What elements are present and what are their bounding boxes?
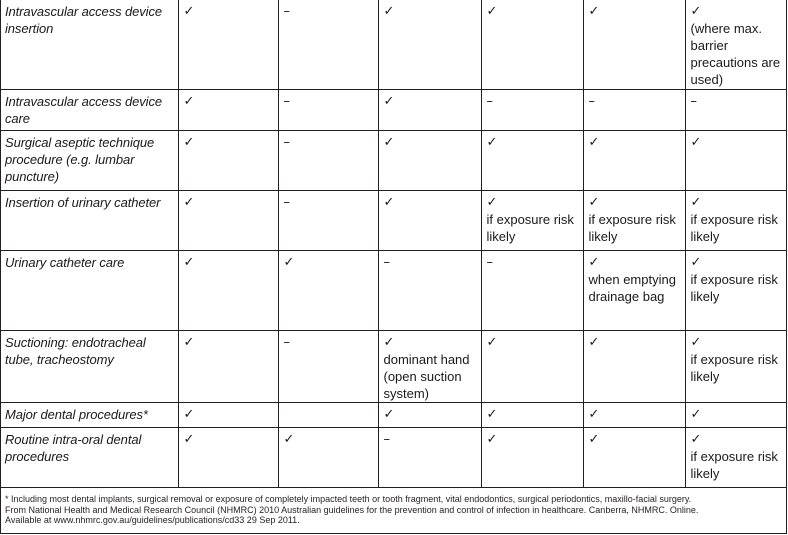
requirement-cell (481, 0, 583, 90)
dash-mark: – (486, 255, 493, 270)
dash-mark: – (283, 195, 290, 210)
requirement-cell (278, 0, 378, 90)
requirement-cell (178, 90, 278, 131)
dash-mark: – (283, 4, 290, 19)
procedure-cell: Intravascular access device care (0, 90, 178, 131)
requirement-cell (278, 331, 378, 403)
dash-mark: – (283, 94, 290, 109)
table-row (0, 403, 787, 428)
dash-mark: – (383, 432, 390, 447)
check-mark: ✓ (690, 135, 702, 150)
check-mark: ✓ (183, 432, 195, 447)
check-mark: ✓ (283, 432, 295, 447)
requirement-cell (481, 131, 583, 191)
requirement-cell (685, 131, 787, 191)
requirement-cell (481, 251, 583, 331)
procedure-cell: Major dental procedures* (0, 403, 178, 428)
requirement-cell (481, 191, 583, 251)
check-mark: ✓ (183, 94, 195, 109)
table-row (0, 251, 787, 331)
requirement-cell (278, 403, 378, 428)
check-mark: ✓ (383, 94, 395, 109)
check-mark: ✓ (486, 195, 498, 210)
dash-mark: – (283, 135, 290, 150)
check-mark: ✓ (486, 335, 498, 350)
condition-note: dominant hand (open suction system) (383, 352, 470, 401)
requirement-cell (178, 191, 278, 251)
condition-note: if exposure risk likely (690, 212, 778, 244)
table-row (0, 0, 787, 90)
table-footnote (5, 494, 781, 526)
dash-mark: – (486, 94, 493, 109)
footnote-asterisk-line: * Including most dental implants, surgical removal or exposure of completely impacted teeth or tooth fragment, vital endodontics, surgical periodontics, maxillo-facial surgery. (5, 494, 692, 504)
check-mark: ✓ (183, 335, 195, 350)
check-mark: ✓ (183, 255, 195, 270)
check-mark: ✓ (588, 4, 600, 19)
check-mark: ✓ (588, 255, 600, 270)
check-mark: ✓ (486, 135, 498, 150)
check-mark: ✓ (588, 407, 600, 422)
condition-note: if exposure risk likely (690, 352, 778, 384)
check-mark: ✓ (383, 135, 395, 150)
dash-mark: – (383, 255, 390, 270)
check-mark: ✓ (588, 135, 600, 150)
table-row (0, 191, 787, 251)
requirement-cell (685, 251, 787, 331)
check-mark: ✓ (383, 4, 395, 19)
requirement-cell (583, 191, 685, 251)
requirement-cell (481, 403, 583, 428)
requirement-cell (685, 90, 787, 131)
requirement-cell (583, 0, 685, 90)
check-mark: ✓ (690, 195, 702, 210)
table-row (0, 428, 787, 488)
requirement-cell (378, 331, 481, 403)
requirement-cell (685, 0, 787, 90)
check-mark: ✓ (183, 407, 195, 422)
requirement-cell (278, 191, 378, 251)
procedure-cell: Insertion of urinary catheter (0, 191, 178, 251)
requirement-cell (278, 428, 378, 488)
requirement-cell (178, 403, 278, 428)
requirement-cell (685, 403, 787, 428)
check-mark: ✓ (690, 255, 702, 270)
condition-note: if exposure risk likely (690, 272, 778, 304)
requirement-cell (178, 428, 278, 488)
requirement-cell (481, 428, 583, 488)
check-mark: ✓ (588, 195, 600, 210)
footnote-source-line: From National Health and Medical Research Council (NHMRC) 2010 Australian guidelines for the prevention and control of infection in healthcare. Canberra, NHMRC. Online. (5, 504, 699, 515)
requirement-cell (178, 0, 278, 90)
procedure-cell: Suctioning: endotracheal tube, tracheostomy (0, 331, 178, 403)
requirement-cell (583, 428, 685, 488)
condition-note: when emptying drainage bag (588, 272, 676, 304)
requirement-cell (583, 90, 685, 131)
check-mark: ✓ (183, 4, 195, 19)
requirement-cell (378, 403, 481, 428)
requirement-cell (685, 428, 787, 488)
requirement-cell (378, 90, 481, 131)
requirement-cell (481, 90, 583, 131)
requirement-cell (378, 0, 481, 90)
requirement-cell (178, 131, 278, 191)
requirement-cell (278, 90, 378, 131)
condition-note: if exposure risk likely (486, 212, 574, 244)
requirement-cell (278, 131, 378, 191)
procedure-cell: Intravascular access device insertion (0, 0, 178, 90)
requirement-cell (378, 191, 481, 251)
dash-mark: – (588, 94, 595, 109)
requirement-cell (378, 428, 481, 488)
requirement-cell (278, 251, 378, 331)
table-row (0, 331, 787, 403)
check-mark: ✓ (283, 255, 295, 270)
check-mark: ✓ (183, 195, 195, 210)
check-mark: ✓ (588, 335, 600, 350)
check-mark: ✓ (383, 335, 395, 350)
requirement-cell (685, 331, 787, 403)
condition-note: if exposure risk likely (690, 449, 778, 481)
table-row (0, 90, 787, 131)
check-mark: ✓ (690, 432, 702, 447)
requirement-cell (378, 251, 481, 331)
check-mark: ✓ (486, 407, 498, 422)
check-mark: ✓ (486, 432, 498, 447)
check-mark: ✓ (690, 4, 702, 19)
check-mark: ✓ (690, 335, 702, 350)
requirement-cell (685, 191, 787, 251)
requirement-cell (378, 131, 481, 191)
check-mark: ✓ (183, 135, 195, 150)
check-mark: ✓ (383, 195, 395, 210)
check-mark: ✓ (588, 432, 600, 447)
requirement-cell (178, 331, 278, 403)
requirement-cell (583, 403, 685, 428)
dash-mark: – (283, 335, 290, 350)
requirement-cell (583, 251, 685, 331)
condition-note: (where max. barrier precautions are used) (690, 21, 781, 87)
requirement-cell (481, 331, 583, 403)
check-mark: ✓ (383, 407, 395, 422)
requirement-cell (583, 131, 685, 191)
footnote-availability-line: Available at www.nhmrc.gov.au/guidelines/publications/cd33 29 Sep 2011. (5, 515, 300, 525)
procedure-cell: Urinary catheter care (0, 251, 178, 331)
procedure-cell: Surgical aseptic technique procedure (e.g. lumbar puncture) (0, 131, 178, 191)
dash-mark: – (690, 94, 697, 109)
condition-note: if exposure risk likely (588, 212, 676, 244)
requirement-cell (178, 251, 278, 331)
procedure-cell: Routine intra-oral dental procedures (0, 428, 178, 488)
check-mark: ✓ (690, 407, 702, 422)
table-row (0, 131, 787, 191)
check-mark: ✓ (486, 4, 498, 19)
requirement-cell (583, 331, 685, 403)
